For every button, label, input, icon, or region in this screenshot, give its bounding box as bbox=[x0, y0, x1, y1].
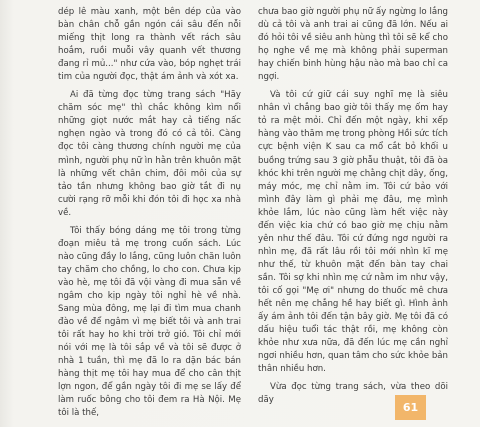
right-paragraph-2: Và tôi cứ giữ cái suy nghĩ mẹ là siêu nhân vì chẳng bao giờ tôi thấy mẹ ốm hay tỏ ra mệt mỏi. Chỉ đến một ngày, khi xếp hàng vào thăm mẹ trong phòng Hồi sức tích cực bệnh viện K sau ca mổ cắt bỏ khối u buồng trứng sau 3 giờ phẫu thuật, tôi đã òa khóc khi trên người mẹ chằng chịt dây, ống, máy móc, mẹ chỉ nằm im. Tôi cứ bảo với mình đây làm gì phải mẹ đâu, mẹ mình khỏe lắm, lúc nào cũng làm hết việc này đến việc kia chứ có bao giờ mẹ chịu nằm yên như thế đâu. Tôi cứ đứng ngơ người ra nhìn mẹ, đã rất lâu rồi tôi mới nhìn kĩ mẹ như thế, từ khuôn mặt đến bàn tay chai sần. Tôi sợ khi nhìn mẹ cứ nằm im như vậy, tôi cố gọi "Mẹ ơi" nhưng do thuốc mê chưa hết nên mẹ chẳng hề hay biết gì. Hình ảnh ấy ám ảnh tôi đến tận bây giờ. Mẹ tôi đã có dấu hiệu tuổi tác thật rồi, mẹ không còn khỏe như xưa nữa, đã đến lúc mẹ cần nghỉ ngơi nhiều hơn, quan tâm cho sức khỏe bản thân nhiều hơn. bbox=[258, 90, 448, 375]
left-paragraph-1: dép lê màu xanh, một bên dép của vào bàn chân chỗ gần ngón cái sâu đến nỗi miếng thịt long ra thành vết rách sâu hoắm, ruồi muỗi vây quanh vết thương đang rỉ mủ..." như cứa vào, bóp nghẹt trái tim của người đọc, thật ám ảnh và xót xa. bbox=[58, 7, 241, 83]
right-text-column bbox=[258, 6, 448, 412]
page-number: 61 bbox=[402, 401, 419, 414]
left-text-column bbox=[58, 6, 241, 425]
left-paragraph-2: Ai đã từng đọc từng trang sách "Hãy chăm sóc mẹ" thì chắc không kìm nổi những giọt nước mắt hay cả tiếng nấc nghẹn ngào và trong đó có cả tôi. Càng đọc tôi càng thương chính người mẹ của mình, người phụ nữ ìn hằn trên khuôn mặt là những vết chân chim, đôi môi của sự tảo tần nhưng không bao giờ tắt đi nụ cười rạng rỡ mỗi khi đón tôi đi học xa nhà về. bbox=[58, 90, 241, 218]
right-paragraph-3: Vừa đọc từng trang sách, vừa theo dõi dãy bbox=[258, 382, 448, 406]
right-paragraph-1: chưa bao giờ người phụ nữ ấy ngừng lo lắng dù cả tôi và anh trai ai cũng đã lớn. Nếu ai đó hỏi tôi về siêu anh hùng thì tôi sẽ kể cho họ nghe về mẹ mà không phải superman hay chiến binh hùng hậu nào mà bao chỉ ca ngợi. bbox=[258, 7, 448, 83]
left-paragraph-3: Tôi thấy bóng dáng mẹ tôi trong từng đoạn miêu tả mẹ trong cuốn sách. Lúc nào cũng đầy lo lắng, cũng luôn chăn luôn tay chăm cho chồng, lo cho con. Chưa kịp vào hè, mẹ tôi đã vội vàng đi mua sẵn về ngâm cho kịp ngày tôi nghỉ hè về nhà. Sang mùa đông, mẹ lại đi tìm mua chanh đào về để ngâm vì mẹ biết tôi và anh trai tôi rất hay ho khi trời trở gió. Tôi chỉ mới nói với mẹ là tôi sắp về và tôi sẽ được ở nhà 1 tuần, thì mẹ đã lo ra dặn bác bán hàng thịt mẹ tôi hay mua để cho cân thịt lợn ngon, để gần ngày tôi đi mẹ se lấy để làm ruốc bông cho tôi đem ra Hà Nội. Mẹ tôi là thế, bbox=[58, 225, 241, 419]
page-number-badge bbox=[395, 395, 426, 420]
